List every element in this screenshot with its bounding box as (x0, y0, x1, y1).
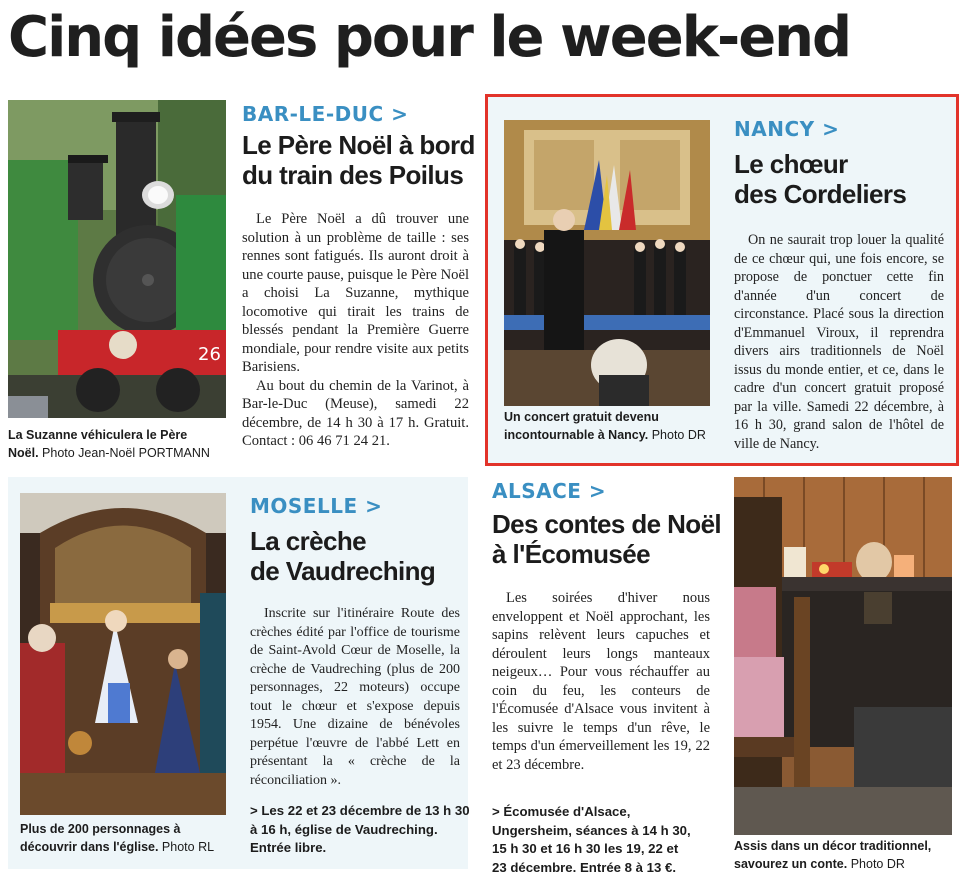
kicker-barleduc: BAR-LE-DUC > (242, 102, 409, 126)
kicker-alsace: ALSACE > (492, 479, 607, 503)
title-nancy: Le chœur des Cordeliers (734, 149, 907, 209)
locomotive-number: 26 (198, 344, 221, 365)
body-alsace: Les soirées d'hiver nous enveloppent et Noël approchant, les sapins relèvent leurs capuches et déroulent leurs longs manteaux neigeux… Pour vous réchauffer au coin du feu, les conteurs de l'Écomusée d'Alsace vous invitent à les suivre le temps d'un rêve, le temps d'un émerveillement les 19, 22 et 23 décembre. (492, 590, 710, 773)
body-nancy: On ne saurait trop louer la qualité de ce chœur qui, une fois encore, se propose de ponctuer cette fin d'année d'un concert de circonstance. Placé sous la direction d'Emmanuel Viroux, il reprendra divers airs traditionnels de Noël issus du monde entier, et ce, dans le cadre d'un concert gratuit proposé par la ville. Samedi 22 décembre, à 16 h 30, grand salon de l'hôtel de ville de Nancy. (734, 232, 944, 452)
article-alsace (484, 477, 966, 873)
kicker-nancy: NANCY > (734, 117, 840, 141)
title-moselle: La crèche de Vaudreching (250, 526, 436, 586)
body-moselle: Inscrite sur l'itinéraire Route des crèches édité par l'office de tourisme de Saint-Avold Cœur de Moselle, la crèche de Vaudreching (plus de 200 personnages, 22 moteurs) occupe tout le chœur et s'expose depuis 1954. Une dizaine de bénévoles perpétue l'œuvre de l'abbé Lett en présentant la « crèche de la réconciliation ». (250, 606, 460, 788)
page-headline: Cinq idées pour le week-end (8, 5, 851, 70)
photo-locomotive (8, 100, 226, 418)
highlight-frame (485, 94, 959, 466)
caption-moselle: Plus de 200 personnages à découvrir dans l'église. Photo RL (20, 822, 215, 854)
info-moselle: > Les 22 et 23 décembre de 13 h 30 à 16 h, église de Vaudreching. Entrée libre. (250, 803, 470, 855)
body-barleduc: Le Père Noël a dû trouver une solution à un problème de taille : ses rennes sont fatigués. Ils auront droit à une courte pause, puisque le Père Noël a choisi La Suzanne, mythique locomotive qui tirait les trains de blessés pendant la Première Guerre mondiale, pour rendre visite aux petits Barisiens. Au bout du chemin de la Varinot, à Bar-le-Duc (Meuse), samedi 22 décembre, de 14 h 30 à 17 h. Gratuit. Contact : 06 46 71 24 21. (242, 211, 469, 449)
info-alsace: > Écomusée d'Alsace, Ungersheim, séances à 14 h 30, 15 h 30 et 16 h 30 les 19, 22 et 23 décembre. Entrée 8 à 13 €. (492, 804, 691, 875)
photo-fireside (734, 477, 952, 835)
article-moselle (8, 477, 468, 869)
caption-barleduc: La Suzanne véhiculera le Père Noël. Photo Jean-Noël PORTMANN (8, 428, 210, 460)
caption-alsace: Assis dans un décor traditionnel, savourez un conte. Photo DR (734, 839, 932, 871)
caption-nancy: Un concert gratuit devenu incontournable à Nancy. Photo DR (504, 410, 706, 442)
title-barleduc: Le Père Noël à bord du train des Poilus (242, 130, 475, 190)
kicker-moselle: MOSELLE > (250, 494, 383, 518)
article-barleduc (8, 96, 476, 466)
title-alsace: Des contes de Noël à l'Écomusée (492, 509, 722, 569)
photo-creche (20, 493, 226, 815)
